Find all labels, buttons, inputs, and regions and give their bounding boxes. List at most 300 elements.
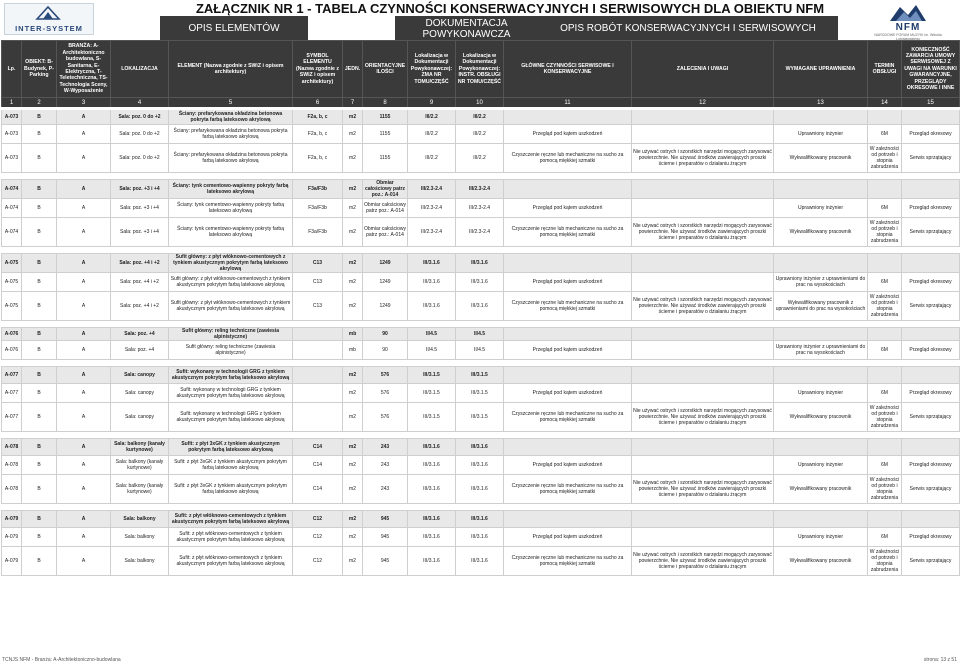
table-row [2,475,960,504]
table-cell: III/3.1.5 [408,367,456,384]
table-cell: A-075 [2,254,22,273]
table-cell: W zależności od potrzeb i stopnia zabrudzenia [868,292,902,321]
table-cell: B [22,144,57,173]
table-cell: m2 [343,180,363,199]
table-cell [902,109,960,125]
table-row [2,456,960,475]
table-cell: III/3.1.6 [408,292,456,321]
table-cell [632,456,774,475]
table-cell: 243 [363,456,408,475]
table-cell: m2 [343,456,363,475]
table-cell: A-074 [2,218,22,247]
table-cell: A-077 [2,384,22,403]
group-separator [2,247,960,254]
table-cell [868,254,902,273]
table-cell: W zależności od potrzeb i stopnia zabrudzenia [868,144,902,173]
table-cell: III/3.1.6 [456,547,504,576]
separator-cell [2,432,960,439]
column-header: Lokalizacja w Dokumentacji Powykonawczej: ZMA NR TOMU/CZĘŚĆ [408,41,456,98]
table-row [2,384,960,403]
table-cell: F2a, b, c [293,109,343,125]
table-cell [774,367,868,384]
table-cell [774,511,868,528]
table-cell: Nie używać ostrych i szorstkich narzędzi mogących zarysować powierzchnie. Nie używać środków zawierających proszki ścierne i preparatów o działaniu żrącym [632,292,774,321]
table-cell: II/4.5 [408,328,456,341]
table-cell: III/3.1.6 [456,439,504,456]
table-cell: III/3.1.5 [408,384,456,403]
table-cell [774,328,868,341]
table-cell: Wykwalifikowany pracownik [774,475,868,504]
table-cell [504,439,632,456]
table-cell: A [57,367,111,384]
table-cell: W zależności od potrzeb i stopnia zabrudzenia [868,218,902,247]
table-cell: 1155 [363,109,408,125]
table-cell: Sufit: wykonany w technologii GRG z tynkiem akustycznym pokrytym farbą lateksowo akrylową [169,367,293,384]
table-cell [504,254,632,273]
table-cell: Ściany: prefarykowana okładzina betonowa pokryta farbą lateksowo akrylową [169,144,293,173]
table-cell: Ściany: prefarykowana okładzina betonowa pokryta farbą lateksowo akrylową [169,109,293,125]
table-cell: C13 [293,273,343,292]
table-cell: 6M [868,528,902,547]
table-cell: 1155 [363,125,408,144]
table-cell [868,511,902,528]
table-cell: 1155 [363,144,408,173]
table-cell: III/3.1.6 [456,528,504,547]
nfm-mark-icon [888,3,928,23]
table-cell: A [57,180,111,199]
table-cell: III/3.1.6 [456,511,504,528]
table-cell: A [57,218,111,247]
table-cell: Uprawniony inżynier [774,199,868,218]
table-cell: A-073 [2,109,22,125]
table-cell: Sufit: z płyt włóknowo-cementowych z tynkiem akustycznym pokrytym farbą lateksowo akrylową [169,547,293,576]
table-cell: m2 [343,292,363,321]
table-cell: 1249 [363,292,408,321]
table-cell: III/3.1.5 [456,384,504,403]
table-cell: III/3.1.6 [456,254,504,273]
table-cell: Wykwalifikowany pracownik [774,218,868,247]
table-row [2,273,960,292]
table-cell: m2 [343,199,363,218]
table-cell: Czyszczenie ręczne lub mechaniczne na sucho za pomocą miękkiej szmatki [504,547,632,576]
table-cell: m2 [343,273,363,292]
table-cell: C14 [293,475,343,504]
table-cell: A-076 [2,341,22,360]
column-header: LOKALIZACJA [111,41,169,98]
column-number: 2 [22,98,57,109]
table-cell: III/3.1.5 [456,403,504,432]
table-cell: Sala: poz. 0 do +2 [111,144,169,173]
table-cell [632,109,774,125]
right-logo-text: NFM [895,22,921,33]
table-cell: Uprawniony inżynier [774,125,868,144]
table-row [2,547,960,576]
table-row [2,341,960,360]
table-cell: Przegląd okresowy [902,456,960,475]
table-cell: III/3.1.6 [408,254,456,273]
table-cell: 243 [363,475,408,504]
table-cell: Sala: poz. 0 do +2 [111,125,169,144]
table-cell: Przegląd okresowy [902,199,960,218]
table-cell [632,528,774,547]
table-cell: A-077 [2,403,22,432]
table-cell: 6M [868,273,902,292]
table-cell: A [57,456,111,475]
table-cell: III/3.1.6 [456,456,504,475]
table-cell: Sala: balkony [111,547,169,576]
group-separator [2,432,960,439]
table-cell: A-079 [2,511,22,528]
table-row [2,218,960,247]
table-cell: Czyszczenie ręczne lub mechaniczne na sucho za pomocą miękkiej szmatki [504,475,632,504]
footer-page-number: strona: 13 z 51 [923,657,957,663]
table-cell [902,439,960,456]
table-cell: II/4.5 [408,341,456,360]
table-cell: 6M [868,456,902,475]
column-header: SYMBOL ELEMENTU (Nazwa zgodnie z SWiZ i opisem architektury) [293,41,343,98]
table-cell: 6M [868,199,902,218]
table-cell: 576 [363,403,408,432]
table-cell: m2 [343,218,363,247]
table-cell: Serwis sprzątający [902,292,960,321]
table-cell [868,328,902,341]
table-cell: C13 [293,292,343,321]
table-cell: Przegląd pod kątem uszkodzeń [504,273,632,292]
table-cell: B [22,218,57,247]
table-cell: A [57,439,111,456]
table-cell [902,367,960,384]
column-number: 6 [293,98,343,109]
table-cell: C14 [293,439,343,456]
table-cell: III/3.1.6 [408,511,456,528]
table-cell: A [57,403,111,432]
table-cell: Sala: canopy [111,384,169,403]
table-cell: A-076 [2,328,22,341]
column-header: KONIECZNOŚĆ ZAWARCIA UMOWY SERWISOWEJ Z UWAGI NA WARUNKI GWARANCYJNE, PRZEGLĄDY OKRESOWE I INNE [902,41,960,98]
table-row [2,328,960,341]
table-cell: III/2.3-2.4 [408,180,456,199]
table-cell: B [22,180,57,199]
table-cell: Przegląd pod kątem uszkodzeń [504,125,632,144]
table-cell: B [22,511,57,528]
table-cell: W zależności od potrzeb i stopnia zabrudzenia [868,475,902,504]
table-cell: Sala: canopy [111,367,169,384]
table-cell: III/3.1.6 [408,456,456,475]
separator-cell [2,321,960,328]
table-cell [902,511,960,528]
table-cell: III/2.3-2.4 [408,218,456,247]
table-cell: m2 [343,511,363,528]
table-cell: Nie używać ostrych i szorstkich narzędzi mogących zarysować powierzchnie. Nie używać środków zawierających proszki ścierne i preparatów o działaniu żrącym [632,144,774,173]
table-cell: Ściany: tynk cementowo-wapienny pokryty farbą lateksowo akrylową [169,180,293,199]
table-cell [774,439,868,456]
table-cell: Czyszczenie ręczne lub mechaniczne na sucho za pomocą miękkiej szmatki [504,144,632,173]
table-cell: Uprawniony inżynier z uprawnieniami do prac na wysokościach [774,273,868,292]
table-cell: Sala: poz. +4 [111,328,169,341]
table-cell: B [22,109,57,125]
table-cell: C12 [293,528,343,547]
table-cell [504,511,632,528]
column-header: ORIENTACYJNE ILOŚCI [363,41,408,98]
table-row [2,125,960,144]
table-cell: B [22,547,57,576]
table-cell: A [57,125,111,144]
table-cell: 90 [363,341,408,360]
table-cell: Sufit: wykonany w technologii GRG z tynkiem akustycznym pokrytym farbą lateksowo akrylową [169,403,293,432]
table-row [2,180,960,199]
table-cell: III/3.1.6 [408,273,456,292]
table-cell [632,341,774,360]
table-cell: Przegląd okresowy [902,384,960,403]
table-cell: 945 [363,528,408,547]
column-number: 9 [408,98,456,109]
separator-cell [2,173,960,180]
left-logo-text: INTER-SYSTEM [15,24,83,33]
table-cell: Sala: poz. +4 i +2 [111,292,169,321]
table-cell: Sala: poz. 0 do +2 [111,109,169,125]
table-cell: Przegląd pod kątem uszkodzeń [504,199,632,218]
table-cell [774,254,868,273]
column-number: 12 [632,98,774,109]
table-cell: III/3.1.6 [456,292,504,321]
table-cell: m2 [343,125,363,144]
table-cell: III/3.1.6 [456,273,504,292]
table-cell [504,180,632,199]
table-cell: Sufit: z płyt włóknowo-cementowych z tynkiem akustycznym pokrytym farbą lateksowo akrylową [169,528,293,547]
table-cell: 576 [363,384,408,403]
group-separator [2,360,960,367]
table-cell: B [22,199,57,218]
table-cell [632,254,774,273]
table-cell: F3a/F3b [293,218,343,247]
table-cell: B [22,125,57,144]
table-cell: B [22,439,57,456]
table-cell [293,384,343,403]
table-cell: Uprawniony inżynier [774,384,868,403]
table-cell: B [22,528,57,547]
table-cell: B [22,273,57,292]
table-cell: A-075 [2,292,22,321]
table-row [2,144,960,173]
table-cell: Serwis sprzątający [902,403,960,432]
table-cell: 6M [868,384,902,403]
table-cell: A [57,511,111,528]
table-cell: A-073 [2,125,22,144]
table-cell: A [57,144,111,173]
table-cell [632,180,774,199]
page-title: ZAŁĄCZNIK NR 1 - TABELA CZYNNOŚCI KONSERWACYJNYCH I SERWISOWYCH DLA OBIEKTU NFM [195,1,825,16]
table-cell: Sufit: z płyt 3xGK z tynkiem akustycznym pokrytym farbą lateksowo akrylową [169,456,293,475]
group-separator [2,173,960,180]
header-row [2,41,960,98]
table-cell [632,125,774,144]
table-cell [504,367,632,384]
table-cell [293,328,343,341]
table-cell: Wykwalifikowany pracownik [774,144,868,173]
table-cell: Sala: poz. +3 i +4 [111,180,169,199]
table-cell: Serwis sprzątający [902,475,960,504]
footer-left: TCNJS NFM - Branża: A-Architektoniczno-budowlana [2,657,121,663]
table-cell [774,180,868,199]
table-cell: m2 [343,384,363,403]
table-cell [632,384,774,403]
table-cell: A-077 [2,367,22,384]
table-cell: Czyszczenie ręczne lub mechaniczne na sucho za pomocą miękkiej szmatki [504,403,632,432]
column-header: TERMIN OBSŁUGI [868,41,902,98]
table-cell: Przegląd pod kątem uszkodzeń [504,384,632,403]
table-cell: Uprawniony inżynier z uprawnieniami do prac na wysokościach [774,341,868,360]
table-cell: Sala: balkony (kanały kurtynowe) [111,475,169,504]
table-row [2,511,960,528]
table-cell: Sala: balkony [111,511,169,528]
table-cell: Serwis sprzątający [902,218,960,247]
column-header: ELEMENT (Nazwa zgodnie z SWiZ i opisem architektury) [169,41,293,98]
table-cell: B [22,341,57,360]
table-row [2,403,960,432]
table-cell: III/3.1.6 [408,439,456,456]
table-cell: Sufit: z płyt włóknowo-cementowych z tynkiem akustycznym pokrytym farbą lateksowo akrylową [169,511,293,528]
table-cell: III/2.2 [456,125,504,144]
table-cell: Ściany: tynk cementowo-wapienny pokryty farbą lateksowo akrylową [169,218,293,247]
table-cell: Sala: balkony [111,528,169,547]
table-cell: III/2.2 [408,125,456,144]
inter-system-mark-icon [35,6,61,20]
table-cell [293,367,343,384]
table-cell: 1249 [363,273,408,292]
table-cell: A [57,475,111,504]
table-cell: A [57,199,111,218]
column-number: 7 [343,98,363,109]
table-cell: A-078 [2,439,22,456]
table-cell: Przegląd okresowy [902,125,960,144]
table-cell: Obmiar całościowy patrz poz.: A-014 [363,199,408,218]
table-cell: C12 [293,511,343,528]
table-cell: Wykwalifikowany pracownik [774,403,868,432]
table-cell: II/4.5 [456,341,504,360]
table-cell: Ściany: prefarykowana okładzina betonowa pokryta farbą lateksowo akrylową [169,125,293,144]
table-cell: III/3.1.6 [456,475,504,504]
table-cell: B [22,254,57,273]
table-cell: A-078 [2,475,22,504]
table-cell: Obmiar całościowy patrz poz.: A-014 [363,218,408,247]
table-cell: m2 [343,439,363,456]
table-cell: Nie używać ostrych i szorstkich narzędzi mogących zarysować powierzchnie. Nie używać środków zawierających proszki ścierne i preparatów o działaniu żrącym [632,218,774,247]
table-cell: mb [343,341,363,360]
table-cell: Sala: canopy [111,403,169,432]
table-cell: A [57,292,111,321]
table-cell: Serwis sprzątający [902,144,960,173]
column-number: 3 [57,98,111,109]
table-row [2,292,960,321]
table-cell: B [22,456,57,475]
table-cell [504,328,632,341]
column-number: 8 [363,98,408,109]
table-cell: A-074 [2,180,22,199]
column-number: 13 [774,98,868,109]
table-cell: Nie używać ostrych i szorstkich narzędzi mogących zarysować powierzchnie. Nie używać środków zawierających proszki ścierne i preparatów o działaniu żrącym [632,403,774,432]
table-row [2,528,960,547]
table-cell: Przegląd pod kątem uszkodzeń [504,341,632,360]
table-cell: 576 [363,367,408,384]
table-cell: A [57,328,111,341]
table-cell: Wykwalifikowany pracownik z uprawnieniami do prac na wysokościach [774,292,868,321]
column-header: JEDN. [343,41,363,98]
table-row [2,439,960,456]
table-cell [632,439,774,456]
table-row [2,254,960,273]
table-row [2,367,960,384]
table-cell: III/3.1.6 [408,547,456,576]
table-cell: Przegląd okresowy [902,273,960,292]
table-cell: F2a, b, c [293,144,343,173]
table-cell: m2 [343,109,363,125]
table-cell [504,109,632,125]
table-row [2,109,960,125]
table-cell: A-079 [2,528,22,547]
table-cell: mb [343,328,363,341]
table-cell: Przegląd pod kątem uszkodzeń [504,528,632,547]
table-cell [868,109,902,125]
table-cell: 1249 [363,254,408,273]
table-cell: III/2.2 [456,144,504,173]
table-cell: A [57,254,111,273]
table-cell [632,328,774,341]
column-number: 14 [868,98,902,109]
table-cell: Przegląd okresowy [902,528,960,547]
table-cell [868,367,902,384]
table-cell [632,511,774,528]
table-cell [902,180,960,199]
column-header: ZALECENIA I UWAGI [632,41,774,98]
table-cell: Nie używać ostrych i szorstkich narzędzi mogących zarysować powierzchnie. Nie używać środków zawierających proszki ścierne i preparatów o działaniu żrącym [632,547,774,576]
table-cell: 243 [363,439,408,456]
column-header: BRANŻA: A-Architektoniczno budowlana, S-Sanitarna, E-Elektryczna, T-Teletechniczna, TS-Technologia Sceny, W-Wyposażenie [57,41,111,98]
table-cell: W zależności od potrzeb i stopnia zabrudzenia [868,403,902,432]
table-cell: Ściany: tynk cementowo-wapienny pokryty farbą lateksowo akrylową [169,199,293,218]
table-cell: 6M [868,125,902,144]
table-cell [902,254,960,273]
table-cell: 90 [363,328,408,341]
table-cell: C12 [293,547,343,576]
table-cell: Sala: balkony (kanały kurtynowe) [111,439,169,456]
group-separator [2,504,960,511]
table-cell [774,109,868,125]
table-cell: III/2.2 [456,109,504,125]
table-cell: Sufit główny: z płyt włóknowo-cementowych z tynkiem akustycznym pokrytym farbą lateksowo akrylową [169,292,293,321]
table-cell: W zależności od potrzeb i stopnia zabrudzenia [868,547,902,576]
table-cell: III/2.2 [408,109,456,125]
table-cell: Sala: poz. +3 i +4 [111,218,169,247]
table-cell: III/3.1.6 [408,475,456,504]
table-cell: Sufit: z płyt 3xGK z tynkiem akustycznym pokrytym farbą lateksowo akrylową [169,475,293,504]
table-cell: m2 [343,475,363,504]
table-cell: Czyszczenie ręczne lub mechaniczne na sucho za pomocą miękkiej szmatki [504,292,632,321]
table-cell: A-078 [2,456,22,475]
table-cell: B [22,384,57,403]
table-cell: Przegląd okresowy [902,341,960,360]
table-cell: Czyszczenie ręczne lub mechaniczne na sucho za pomocą miękkiej szmatki [504,218,632,247]
table-cell: III/2.3-2.4 [456,199,504,218]
table-cell: A-074 [2,199,22,218]
table-cell [632,273,774,292]
table-cell: A [57,528,111,547]
table-cell: III/3.1.5 [456,367,504,384]
table-cell [632,199,774,218]
band-documentation: DOKUMENTACJA POWYKONAWCZA [395,16,538,41]
table-cell: A [57,273,111,292]
table-cell: Sufit główny: z płyt włóknowo-cementowych z tynkiem akustycznym pokrytym farbą lateksowo akrylową [169,254,293,273]
table-cell: A-079 [2,547,22,576]
